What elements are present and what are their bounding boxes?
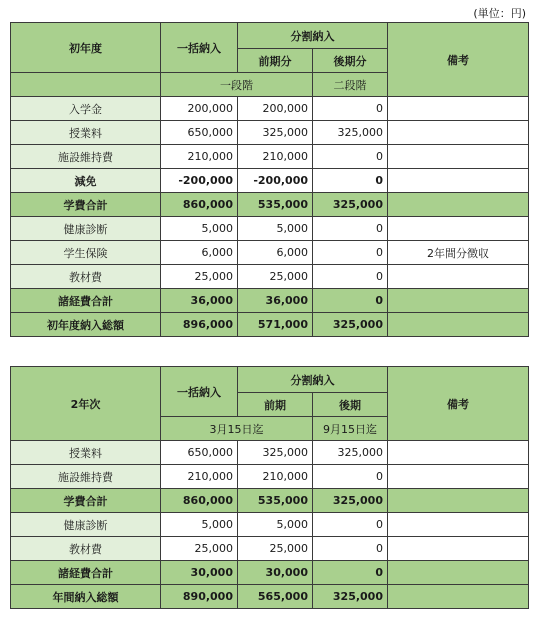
first-half-value: 5,000 (238, 513, 313, 537)
first-half-value: 565,000 (238, 585, 313, 609)
row-label: 教材費 (11, 265, 161, 289)
row-label: 授業料 (11, 441, 161, 465)
remarks-cell (388, 313, 529, 337)
lump-sum-value: 210,000 (161, 145, 238, 169)
second-half-value: 0 (313, 265, 388, 289)
due2-label: 9月15日迄 (313, 417, 388, 441)
lump-sum-value: 25,000 (161, 537, 238, 561)
row-label: 学費合計 (11, 489, 161, 513)
second-half-value: 0 (313, 289, 388, 313)
table-row (11, 489, 529, 513)
first-half-value: 200,000 (238, 97, 313, 121)
first-half-value: 25,000 (238, 537, 313, 561)
row-label: 施設維持費 (11, 145, 161, 169)
row-label: 施設維持費 (11, 465, 161, 489)
first-half-value: 5,000 (238, 217, 313, 241)
second-half-header: 後期分 (313, 49, 388, 73)
remarks-cell: 2年間分徴収 (388, 241, 529, 265)
lump-sum-value: -200,000 (161, 169, 238, 193)
first-half-value: 325,000 (238, 121, 313, 145)
first-half-value: 210,000 (238, 145, 313, 169)
table-row (11, 97, 529, 121)
lump-sum-value: 650,000 (161, 121, 238, 145)
first-half-value: 535,000 (238, 193, 313, 217)
stage2-label: 二段階 (313, 73, 388, 97)
remarks-cell (388, 537, 529, 561)
remarks-cell (388, 489, 529, 513)
installment-header: 分割納入 (238, 23, 388, 49)
table-row (11, 313, 529, 337)
remarks-cell (388, 289, 529, 313)
second-half-value: 325,000 (313, 441, 388, 465)
second-half-value: 0 (313, 97, 388, 121)
second-half-value: 0 (313, 217, 388, 241)
second-half-value: 0 (313, 513, 388, 537)
lump-sum-value: 890,000 (161, 585, 238, 609)
remarks-cell (388, 513, 529, 537)
second-half-value: 325,000 (313, 313, 388, 337)
lump-sum-value: 896,000 (161, 313, 238, 337)
year-header: 2年次 (11, 367, 161, 441)
table-row (11, 561, 529, 585)
first-half-value: -200,000 (238, 169, 313, 193)
remarks-cell (388, 585, 529, 609)
remarks-cell (388, 265, 529, 289)
table-row (11, 217, 529, 241)
table-row (11, 241, 529, 265)
first-half-value: 210,000 (238, 465, 313, 489)
remarks-cell (388, 217, 529, 241)
first-half-value: 571,000 (238, 313, 313, 337)
second-half-value: 325,000 (313, 489, 388, 513)
row-label: 年間納入総額 (11, 585, 161, 609)
table-row (11, 585, 529, 609)
row-label: 入学金 (11, 97, 161, 121)
table-row (11, 537, 529, 561)
second-half-value: 0 (313, 145, 388, 169)
unit-note: (単位：円) (473, 7, 526, 20)
first-half-header: 前期分 (238, 49, 313, 73)
remarks-cell (388, 465, 529, 489)
row-label: 学生保険 (11, 241, 161, 265)
lump-sum-header: 一括納入 (161, 367, 238, 417)
second-half-value: 0 (313, 537, 388, 561)
table-row (11, 289, 529, 313)
first-year-fee-table (10, 22, 529, 337)
remarks-cell (388, 441, 529, 465)
first-half-value: 36,000 (238, 289, 313, 313)
row-label: 諸経費合計 (11, 561, 161, 585)
second-half-value: 0 (313, 241, 388, 265)
table-row (11, 441, 529, 465)
second-half-value: 0 (313, 169, 388, 193)
table-row (11, 465, 529, 489)
remarks-cell (388, 193, 529, 217)
lump-sum-header: 一括納入 (161, 23, 238, 73)
remarks-cell (388, 169, 529, 193)
lump-sum-value: 210,000 (161, 465, 238, 489)
row-label: 健康診断 (11, 513, 161, 537)
second-half-value: 325,000 (313, 585, 388, 609)
first-half-value: 30,000 (238, 561, 313, 585)
row-label: 学費合計 (11, 193, 161, 217)
remarks-header: 備考 (388, 367, 529, 441)
lump-sum-value: 650,000 (161, 441, 238, 465)
row-label: 授業料 (11, 121, 161, 145)
lump-sum-value: 6,000 (161, 241, 238, 265)
lump-sum-value: 860,000 (161, 193, 238, 217)
first-half-value: 325,000 (238, 441, 313, 465)
remarks-header: 備考 (388, 23, 529, 97)
lump-sum-value: 5,000 (161, 217, 238, 241)
remarks-cell (388, 121, 529, 145)
table-row (11, 169, 529, 193)
row-label: 初年度納入総額 (11, 313, 161, 337)
row-label: 諸経費合計 (11, 289, 161, 313)
lump-sum-value: 200,000 (161, 97, 238, 121)
lump-sum-value: 30,000 (161, 561, 238, 585)
lump-sum-value: 5,000 (161, 513, 238, 537)
row-label: 減免 (11, 169, 161, 193)
year-header-spacer (11, 73, 161, 97)
installment-header: 分割納入 (238, 367, 388, 393)
remarks-cell (388, 145, 529, 169)
second-half-value: 325,000 (313, 193, 388, 217)
table-row (11, 513, 529, 537)
lump-sum-value: 25,000 (161, 265, 238, 289)
second-half-value: 0 (313, 465, 388, 489)
lump-sum-value: 860,000 (161, 489, 238, 513)
second-half-value: 0 (313, 561, 388, 585)
first-half-value: 6,000 (238, 241, 313, 265)
second-year-fee-table (10, 366, 529, 609)
first-half-value: 25,000 (238, 265, 313, 289)
year-header: 初年度 (11, 23, 161, 73)
table-row (11, 121, 529, 145)
second-half-value: 325,000 (313, 121, 388, 145)
row-label: 教材費 (11, 537, 161, 561)
remarks-cell (388, 561, 529, 585)
due1-label: 3月15日迄 (161, 417, 313, 441)
row-label: 健康診断 (11, 217, 161, 241)
second-half-header: 後期 (313, 393, 388, 417)
stage1-label: 一段階 (161, 73, 313, 97)
first-half-header: 前期 (238, 393, 313, 417)
table-row (11, 145, 529, 169)
first-half-value: 535,000 (238, 489, 313, 513)
table-row (11, 265, 529, 289)
remarks-cell (388, 97, 529, 121)
lump-sum-value: 36,000 (161, 289, 238, 313)
table-row (11, 193, 529, 217)
